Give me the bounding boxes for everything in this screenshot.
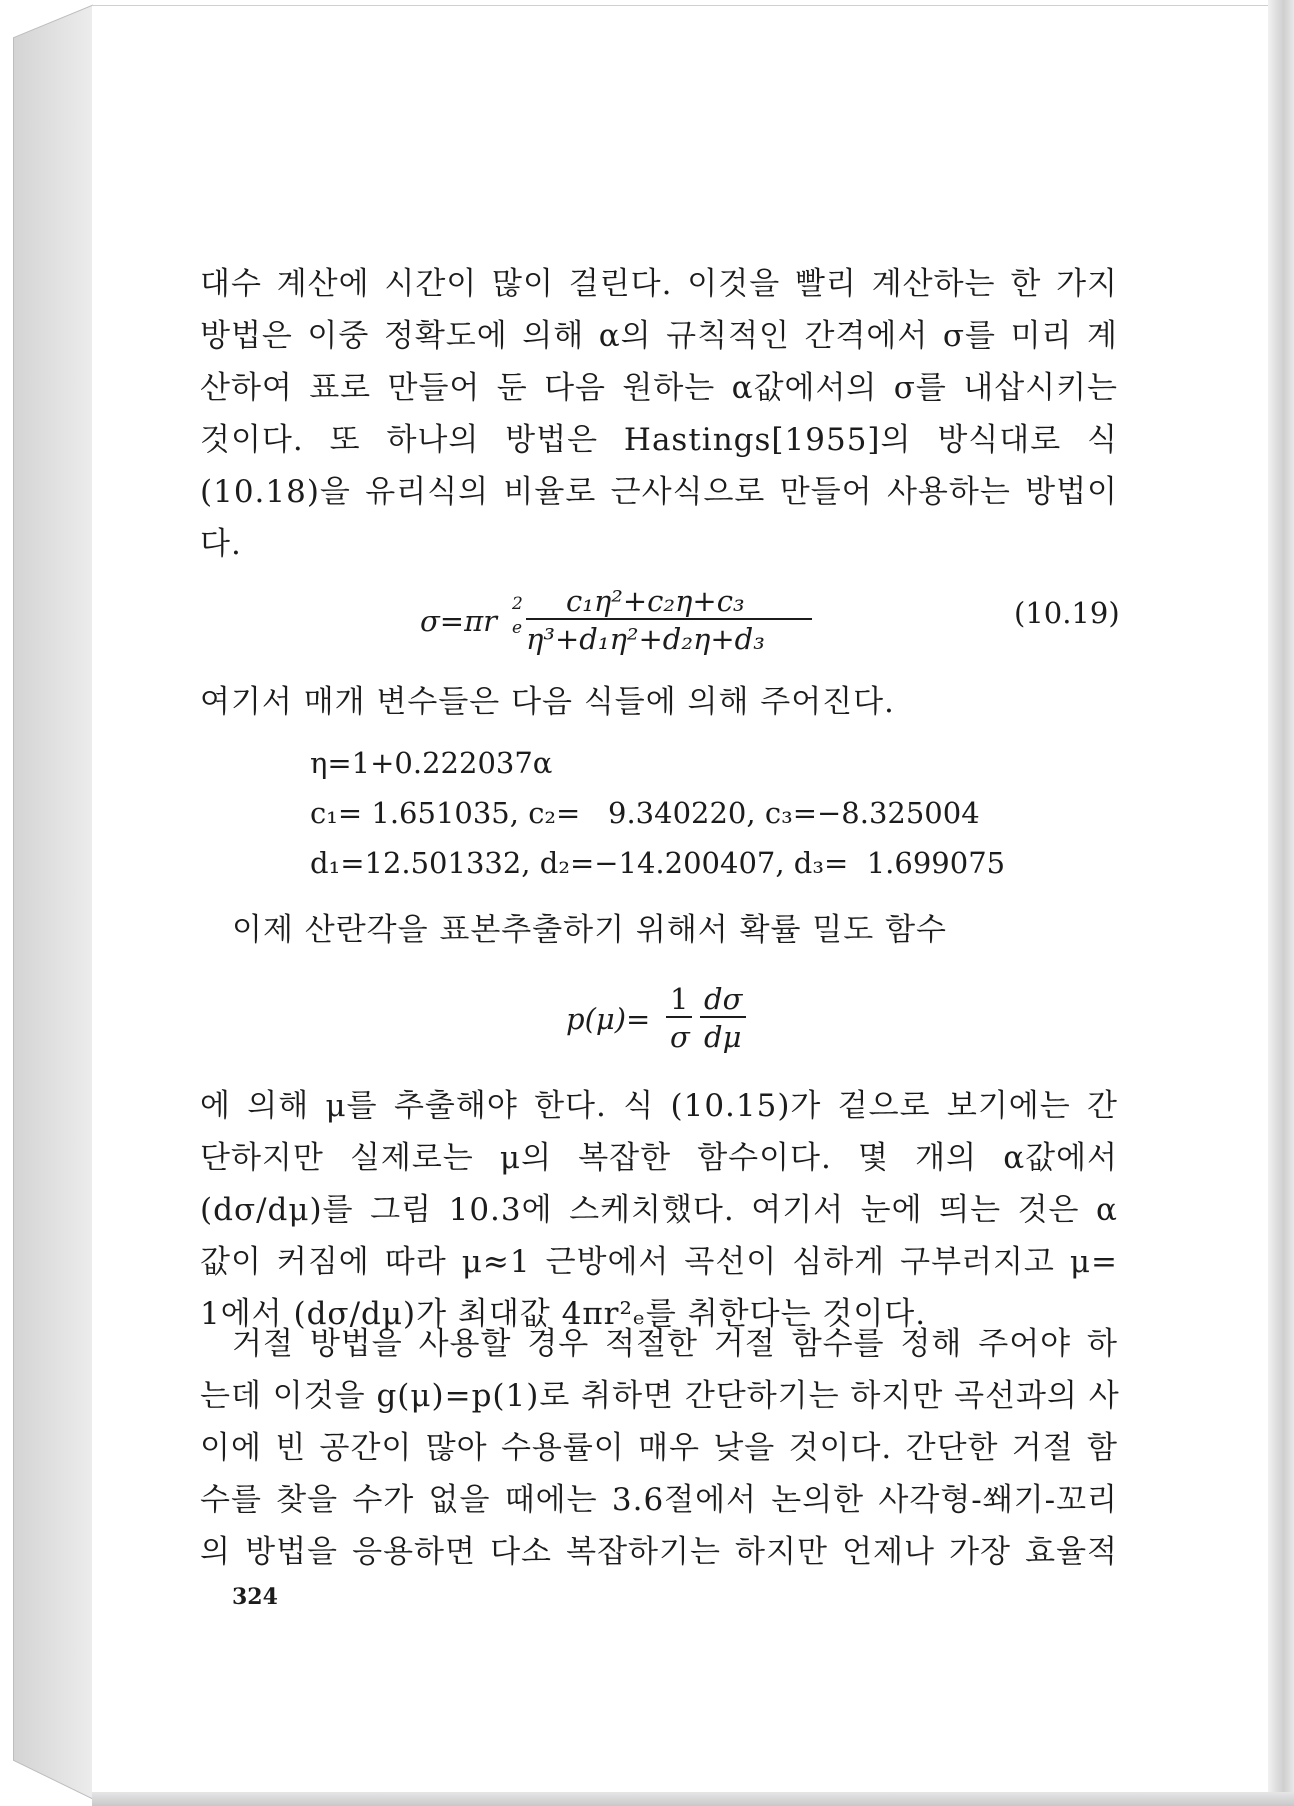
paragraph-line: 이에 빈 공간이 많아 수용률이 매우 낮을 것이다. 간단한 거절 함 — [200, 1430, 1118, 1466]
pdf-frac2-denominator: dμ — [704, 1020, 742, 1054]
equation-number: (10.19) — [1014, 596, 1120, 630]
parameter-eta: η=1+0.222037α — [310, 746, 553, 780]
parameter-c-values: c₁= 1.651035, c₂= 9.340220, c₃=−8.325004 — [310, 796, 980, 830]
paragraph-line: (10.18)을 유리식의 비율로 근사식으로 만들어 사용하는 방법이 — [200, 474, 1118, 510]
paragraph-line: 방법은 이중 정확도에 의해 α의 규칙적인 간격에서 σ를 미리 계 — [200, 318, 1118, 354]
paragraph-line: 여기서 매개 변수들은 다음 식들에 의해 주어진다. — [200, 684, 895, 720]
paragraph-line: 대수 계산에 시간이 많이 걸린다. 이것을 빨리 계산하는 한 가지 — [200, 266, 1118, 302]
fraction-bar — [526, 618, 812, 620]
paragraph-intro — [200, 258, 1118, 570]
right-page-shadow — [1268, 0, 1294, 1806]
paragraph-line: 수를 찾을 수가 없을 때에는 3.6절에서 논의한 사각형-쐐기-꼬리 — [200, 1482, 1118, 1518]
pdf-frac1-denominator: σ — [670, 1020, 690, 1054]
fraction-bar — [666, 1016, 692, 1018]
paragraph-line: 산하여 표로 만들어 둔 다음 원하는 α값에서의 σ를 내삽시키는 — [200, 370, 1118, 406]
pdf-frac2-numerator: dσ — [704, 982, 743, 1016]
fraction-bar — [700, 1016, 746, 1018]
paragraph-line: 이제 산란각을 표본추출하기 위해서 확률 밀도 함수 — [232, 912, 947, 948]
paragraph-line: 는데 이것을 g(μ)=p(1)로 취하면 간단하기는 하지만 곡선과의 사 — [200, 1378, 1120, 1414]
paragraph-pdf-intro — [200, 904, 1118, 956]
paragraph-parameters-intro — [200, 676, 1118, 728]
equation-numerator: c₁η²+c₂η+c₃ — [566, 584, 745, 618]
paragraph-line: 값이 커짐에 따라 μ≈1 근방에서 곡선이 심하게 구부러지고 μ= — [200, 1244, 1118, 1280]
pdf-frac1-numerator: 1 — [670, 982, 689, 1016]
equation-denominator: η³+d₁η²+d₂η+d₃ — [526, 622, 765, 656]
paragraph-line: 의 방법을 응용하면 다소 복잡하기는 하지만 언제나 가장 효율적 — [200, 1534, 1118, 1570]
paragraph-line: 것이다. 또 하나의 방법은 Hastings[1955]의 방식대로 식 — [200, 422, 1118, 458]
equation-r-superscript: 2 — [512, 594, 523, 614]
paragraph-line: 1에서 (dσ/dμ)가 최대값 4πr²ₑ를 취한다는 것이다. — [200, 1296, 927, 1332]
paragraph-line: 다. — [200, 526, 242, 562]
equation-r-subscript: e — [512, 618, 523, 638]
paragraph-rejection — [200, 1318, 1118, 1578]
paragraph-line: (dσ/dμ)를 그림 10.3에 스케치했다. 여기서 눈에 띄는 것은 α — [200, 1192, 1118, 1228]
bottom-page-shadow — [92, 1792, 1294, 1806]
page-number: 324 — [232, 1584, 278, 1610]
paragraph-line: 에 의해 μ를 추출해야 한다. 식 (10.15)가 겉으로 보기에는 간 — [200, 1088, 1118, 1124]
paragraph-line: 단하지만 실제로는 μ의 복잡한 함수이다. 몇 개의 α값에서 — [200, 1140, 1118, 1176]
equation-lhs: σ=πr — [420, 604, 498, 638]
paragraph-sampling — [200, 1080, 1118, 1340]
parameter-d-values: d₁=12.501332, d₂=−14.200407, d₃= 1.699075 — [310, 846, 1006, 880]
pdf-lhs: p(μ)= — [566, 1002, 651, 1036]
paragraph-line: 거절 방법을 사용할 경우 적절한 거절 함수를 정해 주어야 하 — [232, 1326, 1118, 1362]
equation-pdf — [566, 982, 766, 1062]
